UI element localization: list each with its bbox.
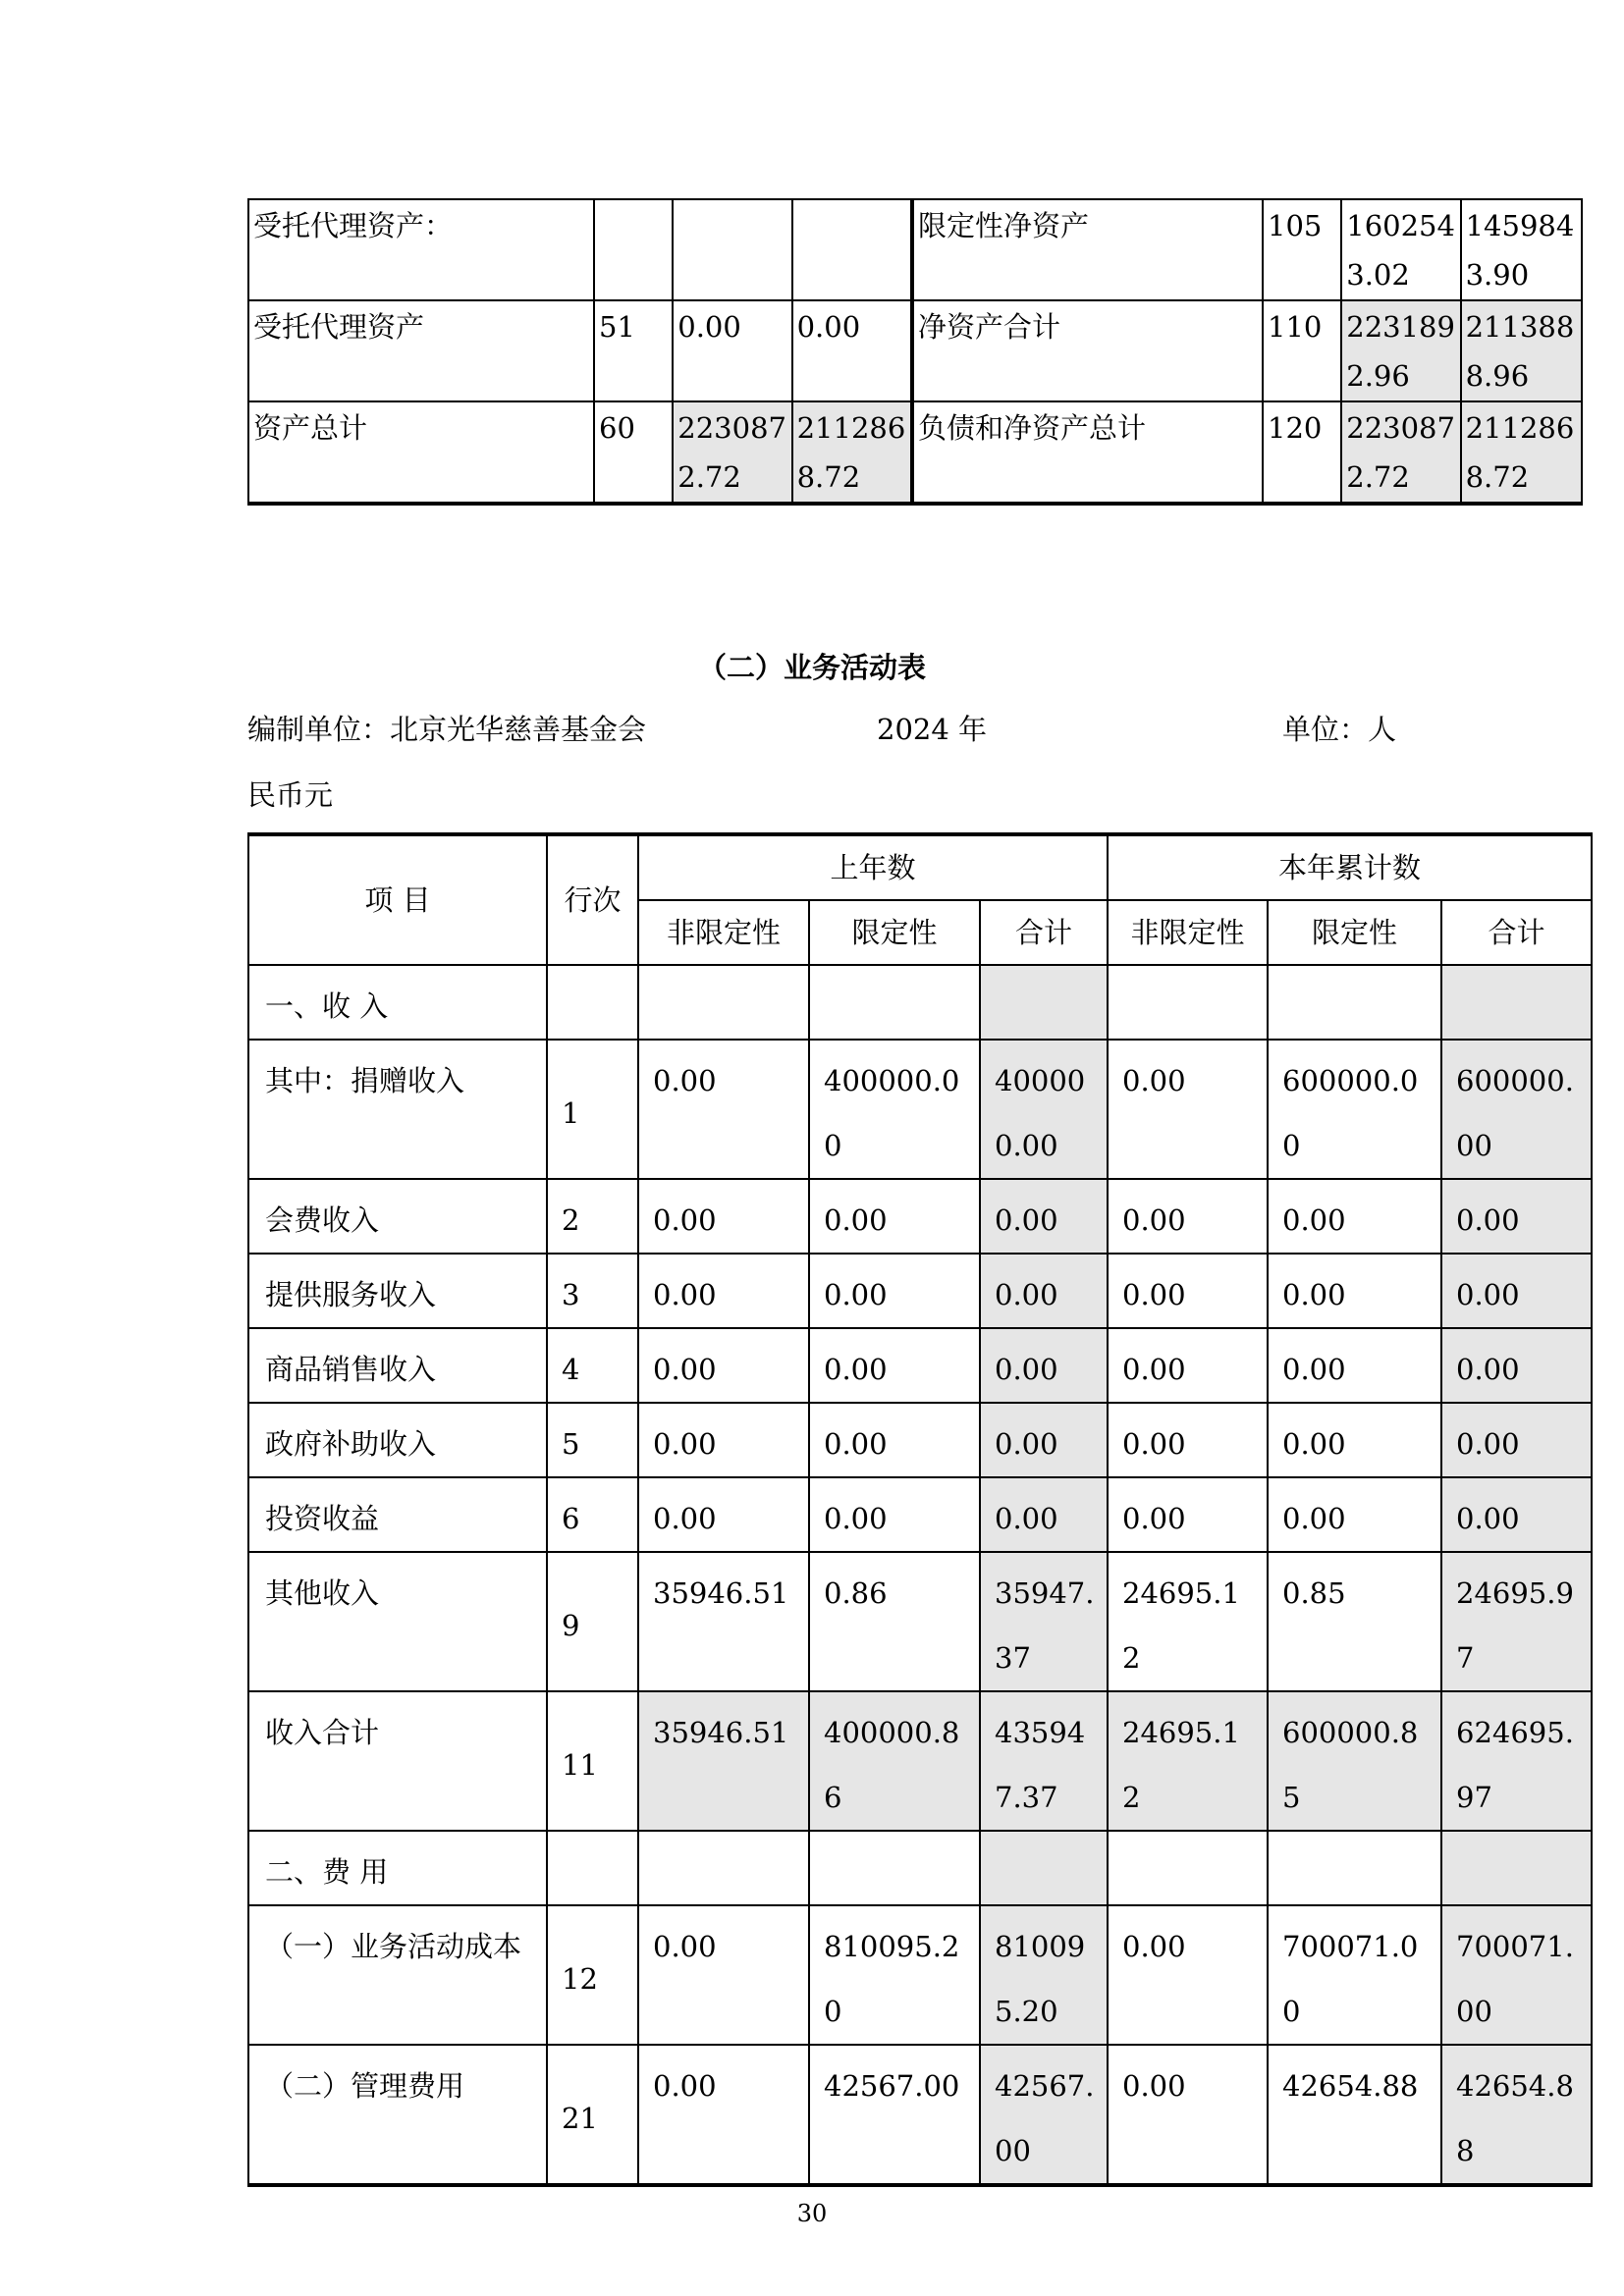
activity-row: [248, 1040, 1592, 1179]
currency-unit-part2: 民币元: [247, 778, 334, 812]
row-item: （二）管理费用: [248, 2045, 547, 2185]
left-begin-balance: [673, 199, 791, 300]
activity-row: [248, 1254, 1592, 1328]
right-item: 净资产合计: [912, 300, 1263, 401]
row-line-no: 6: [547, 1477, 638, 1552]
report-year: 2024 年: [877, 713, 988, 746]
cell-prior-unrestricted: 0.00: [638, 1477, 809, 1552]
row-line-no: [547, 965, 638, 1040]
cell-prior-total: 0.00: [980, 1328, 1108, 1403]
header-current-restricted: 限定性: [1268, 900, 1441, 965]
right-line-no: 105: [1263, 199, 1341, 300]
cell-prior-unrestricted: 0.00: [638, 1905, 809, 2045]
cell-prior-total: [980, 965, 1108, 1040]
cell-current-restricted: 0.85: [1268, 1552, 1441, 1691]
cell-current-unrestricted: 0.00: [1108, 1328, 1268, 1403]
cell-current-restricted: 42654.88: [1268, 2045, 1441, 2185]
activity-row: [248, 1691, 1592, 1831]
cell-current-total: 0.00: [1441, 1403, 1592, 1477]
right-end-balance: 2113888.96: [1461, 300, 1582, 401]
row-line-no: 12: [547, 1905, 638, 2045]
right-end-balance: 1459843.90: [1461, 199, 1582, 300]
cell-current-total: [1441, 965, 1592, 1040]
balance-row: [248, 199, 1582, 300]
row-line-no: 11: [547, 1691, 638, 1831]
row-line-no: 2: [547, 1179, 638, 1254]
cell-prior-restricted: 0.00: [809, 1179, 980, 1254]
cell-prior-restricted: 0.00: [809, 1403, 980, 1477]
left-end-balance: 0.00: [792, 300, 912, 401]
row-item: 一、收 入: [248, 965, 547, 1040]
cell-current-total: 624695.97: [1441, 1691, 1592, 1831]
cell-current-total: 0.00: [1441, 1254, 1592, 1328]
row-line-no: 9: [547, 1552, 638, 1691]
cell-prior-unrestricted: 0.00: [638, 1328, 809, 1403]
row-item: 提供服务收入: [248, 1254, 547, 1328]
right-item: 限定性净资产: [912, 199, 1263, 300]
cell-current-unrestricted: 0.00: [1108, 1179, 1268, 1254]
cell-prior-total: 35947.37: [980, 1552, 1108, 1691]
right-begin-balance: 2230872.72: [1341, 401, 1460, 504]
header-current-unrestricted: 非限定性: [1108, 900, 1268, 965]
right-item: 负债和净资产总计: [912, 401, 1263, 504]
activity-row: [248, 1905, 1592, 2045]
activity-row: [248, 1831, 1592, 1905]
header-current-total: 合计: [1441, 900, 1592, 965]
row-item: （一）业务活动成本: [248, 1905, 547, 2045]
cell-prior-total: [980, 1831, 1108, 1905]
cell-prior-unrestricted: 0.00: [638, 1254, 809, 1328]
row-line-no: 1: [547, 1040, 638, 1179]
cell-current-total: 24695.97: [1441, 1552, 1592, 1691]
cell-prior-restricted: 42567.00: [809, 2045, 980, 2185]
balance-row: [248, 401, 1582, 504]
left-line-no: [594, 199, 673, 300]
row-item: 其中：捐赠收入: [248, 1040, 547, 1179]
activity-row: [248, 1403, 1592, 1477]
balance-row: [248, 300, 1582, 401]
header-current-year: 本年累计数: [1108, 834, 1592, 900]
cell-current-total: 600000.00: [1441, 1040, 1592, 1179]
cell-current-restricted: 0.00: [1268, 1179, 1441, 1254]
right-begin-balance: 1602543.02: [1341, 199, 1460, 300]
cell-current-total: 0.00: [1441, 1328, 1592, 1403]
cell-current-total: 700071.00: [1441, 1905, 1592, 2045]
cell-prior-total: 0.00: [980, 1254, 1108, 1328]
section-title: （二）业务活动表: [697, 651, 926, 684]
row-item: 收入合计: [248, 1691, 547, 1831]
compiling-unit: 编制单位：北京光华慈善基金会: [247, 713, 647, 746]
row-line-no: 4: [547, 1328, 638, 1403]
row-item: 会费收入: [248, 1179, 547, 1254]
cell-current-restricted: 0.00: [1268, 1403, 1441, 1477]
cell-prior-total: 42567.00: [980, 2045, 1108, 2185]
cell-prior-unrestricted: [638, 1831, 809, 1905]
cell-current-total: [1441, 1831, 1592, 1905]
cell-prior-unrestricted: 0.00: [638, 1403, 809, 1477]
cell-prior-total: 0.00: [980, 1179, 1108, 1254]
activity-row: [248, 1328, 1592, 1403]
currency-unit-part1: 单位：人: [1282, 713, 1397, 746]
row-item: 投资收益: [248, 1477, 547, 1552]
cell-current-restricted: 0.00: [1268, 1254, 1441, 1328]
page-number: 30: [796, 2200, 828, 2227]
row-line-no: 3: [547, 1254, 638, 1328]
cell-prior-restricted: 0.00: [809, 1328, 980, 1403]
cell-prior-restricted: 0.00: [809, 1477, 980, 1552]
left-begin-balance: 2230872.72: [673, 401, 791, 504]
cell-prior-restricted: 0.86: [809, 1552, 980, 1691]
cell-current-total: 0.00: [1441, 1179, 1592, 1254]
left-end-balance: 2112868.72: [792, 401, 912, 504]
business-activity-table: [247, 832, 1593, 2187]
cell-prior-total: 810095.20: [980, 1905, 1108, 2045]
cell-current-unrestricted: 24695.12: [1108, 1552, 1268, 1691]
row-item: 其他收入: [248, 1552, 547, 1691]
cell-current-unrestricted: 0.00: [1108, 1477, 1268, 1552]
balance-sheet-table: [247, 198, 1583, 506]
right-begin-balance: 2231892.96: [1341, 300, 1460, 401]
activity-row: [248, 1552, 1592, 1691]
cell-prior-unrestricted: 0.00: [638, 1040, 809, 1179]
header-prior-year: 上年数: [638, 834, 1108, 900]
cell-prior-unrestricted: [638, 965, 809, 1040]
cell-current-restricted: [1268, 965, 1441, 1040]
cell-current-total: 42654.88: [1441, 2045, 1592, 2185]
activity-row: [248, 965, 1592, 1040]
cell-prior-total: 435947.37: [980, 1691, 1108, 1831]
cell-current-restricted: 0.00: [1268, 1477, 1441, 1552]
cell-prior-unrestricted: 0.00: [638, 2045, 809, 2185]
left-line-no: 51: [594, 300, 673, 401]
cell-current-unrestricted: [1108, 1831, 1268, 1905]
row-item: 二、费 用: [248, 1831, 547, 1905]
cell-current-restricted: 700071.00: [1268, 1905, 1441, 2045]
right-end-balance: 2112868.72: [1461, 401, 1582, 504]
cell-prior-unrestricted: 0.00: [638, 1179, 809, 1254]
row-item: 政府补助收入: [248, 1403, 547, 1477]
cell-current-unrestricted: 0.00: [1108, 2045, 1268, 2185]
cell-current-restricted: 600000.85: [1268, 1691, 1441, 1831]
row-line-no: 5: [547, 1403, 638, 1477]
left-item: 受托代理资产: [248, 300, 594, 401]
cell-prior-unrestricted: 35946.51: [638, 1552, 809, 1691]
left-line-no: 60: [594, 401, 673, 504]
header-prior-total: 合计: [980, 900, 1108, 965]
cell-current-restricted: 0.00: [1268, 1328, 1441, 1403]
cell-prior-total: 0.00: [980, 1403, 1108, 1477]
row-line-no: 21: [547, 2045, 638, 2185]
cell-current-restricted: 600000.00: [1268, 1040, 1441, 1179]
row-item: 商品销售收入: [248, 1328, 547, 1403]
cell-prior-unrestricted: 35946.51: [638, 1691, 809, 1831]
cell-prior-restricted: 810095.20: [809, 1905, 980, 2045]
cell-prior-restricted: 400000.86: [809, 1691, 980, 1831]
left-end-balance: [792, 199, 912, 300]
cell-prior-total: 0.00: [980, 1477, 1108, 1552]
cell-current-total: 0.00: [1441, 1477, 1592, 1552]
cell-current-unrestricted: 0.00: [1108, 1254, 1268, 1328]
header-prior-unrestricted: 非限定性: [638, 900, 809, 965]
cell-current-unrestricted: [1108, 965, 1268, 1040]
cell-current-unrestricted: 0.00: [1108, 1403, 1268, 1477]
header-item: 项 目: [248, 834, 547, 965]
cell-current-unrestricted: 0.00: [1108, 1905, 1268, 2045]
right-line-no: 120: [1263, 401, 1341, 504]
cell-prior-restricted: [809, 1831, 980, 1905]
activity-row: [248, 1179, 1592, 1254]
header-prior-restricted: 限定性: [809, 900, 980, 965]
cell-prior-total: 400000.00: [980, 1040, 1108, 1179]
cell-current-unrestricted: 24695.12: [1108, 1691, 1268, 1831]
activity-row: [248, 2045, 1592, 2185]
cell-prior-restricted: 0.00: [809, 1254, 980, 1328]
left-item: 受托代理资产：: [248, 199, 594, 300]
header-line-no: 行次: [547, 834, 638, 965]
cell-current-restricted: [1268, 1831, 1441, 1905]
left-begin-balance: 0.00: [673, 300, 791, 401]
row-line-no: [547, 1831, 638, 1905]
activity-row: [248, 1477, 1592, 1552]
cell-current-unrestricted: 0.00: [1108, 1040, 1268, 1179]
cell-prior-restricted: 400000.00: [809, 1040, 980, 1179]
left-item: 资产总计: [248, 401, 594, 504]
cell-prior-restricted: [809, 965, 980, 1040]
right-line-no: 110: [1263, 300, 1341, 401]
